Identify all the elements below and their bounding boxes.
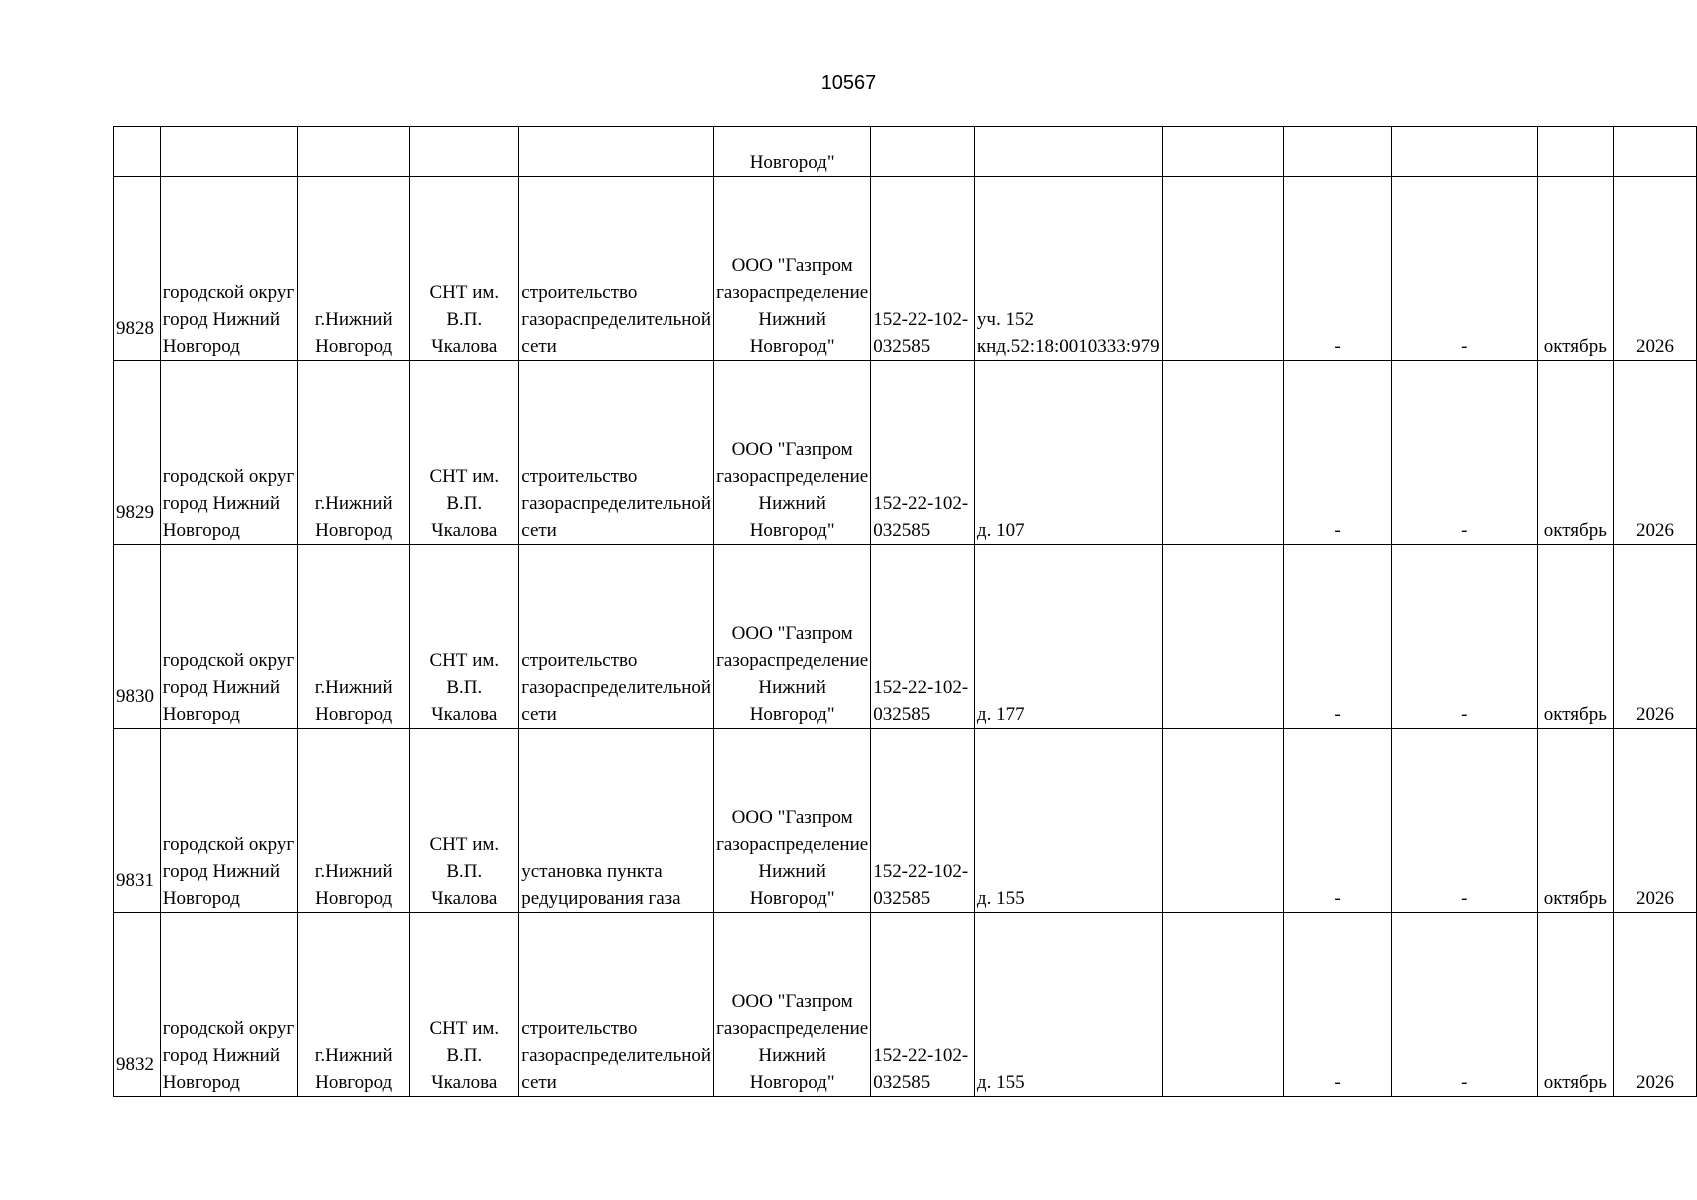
cell-month: октябрь: [1537, 361, 1614, 545]
cell-month: октябрь: [1537, 177, 1614, 361]
cell-work: строительство газораспределительной сети: [519, 361, 714, 545]
cell-number: 9830: [114, 545, 161, 729]
cell-empty: [1537, 127, 1614, 177]
cell-organization: Новгород": [714, 127, 871, 177]
cell-location: СНТ им. В.П. Чкалова: [410, 361, 519, 545]
cell-locality: г.Нижний Новгород: [297, 361, 409, 545]
cell-code: 152-22-102-032585: [871, 913, 975, 1097]
cell-empty: [1614, 127, 1697, 177]
cell-organization: ООО "Газпром газораспределение Нижний Новгород": [714, 913, 871, 1097]
cell-district: городской округ город Нижний Новгород: [160, 913, 297, 1097]
continuation-row: [114, 127, 1697, 177]
cell-district: городской округ город Нижний Новгород: [160, 729, 297, 913]
cell-plot: уч. 152 кнд.52:18:0010333:979: [974, 177, 1162, 361]
cell-locality: г.Нижний Новгород: [297, 913, 409, 1097]
table-row: [114, 177, 1697, 361]
cell-organization: ООО "Газпром газораспределение Нижний Новгород": [714, 361, 871, 545]
cell-col9: [1162, 361, 1284, 545]
cell-number: 9832: [114, 913, 161, 1097]
cell-month: октябрь: [1537, 545, 1614, 729]
cell-col11: -: [1391, 177, 1537, 361]
cell-year: 2026: [1614, 361, 1697, 545]
cell-empty: [410, 127, 519, 177]
cell-empty: [1391, 127, 1537, 177]
cell-number: 9829: [114, 361, 161, 545]
cell-col10: -: [1284, 361, 1392, 545]
cell-empty: [114, 127, 161, 177]
cell-plot: д. 155: [974, 729, 1162, 913]
cell-col11: -: [1391, 729, 1537, 913]
cell-col11: -: [1391, 361, 1537, 545]
cell-col9: [1162, 545, 1284, 729]
cell-col10: -: [1284, 177, 1392, 361]
cell-location: СНТ им. В.П. Чкалова: [410, 545, 519, 729]
cell-number: 9831: [114, 729, 161, 913]
cell-code: 152-22-102-032585: [871, 177, 975, 361]
table-row: [114, 361, 1697, 545]
cell-district: городской округ город Нижний Новгород: [160, 177, 297, 361]
cell-empty: [1162, 127, 1284, 177]
cell-locality: г.Нижний Новгород: [297, 545, 409, 729]
cell-col10: -: [1284, 913, 1392, 1097]
table-row: [114, 545, 1697, 729]
cell-work: строительство газораспределительной сети: [519, 913, 714, 1097]
cell-locality: г.Нижний Новгород: [297, 177, 409, 361]
cell-number: 9828: [114, 177, 161, 361]
cell-code: 152-22-102-032585: [871, 729, 975, 913]
page-number: 10567: [820, 72, 877, 94]
cell-location: СНТ им. В.П. Чкалова: [410, 177, 519, 361]
cell-col9: [1162, 729, 1284, 913]
cell-year: 2026: [1614, 729, 1697, 913]
cell-location: СНТ им. В.П. Чкалова: [410, 729, 519, 913]
cell-empty: [1284, 127, 1392, 177]
cell-empty: [297, 127, 409, 177]
table-row: [114, 729, 1697, 913]
cell-col11: -: [1391, 913, 1537, 1097]
cell-district: городской округ город Нижний Новгород: [160, 361, 297, 545]
cell-plot: д. 155: [974, 913, 1162, 1097]
cell-empty: [519, 127, 714, 177]
cell-empty: [974, 127, 1162, 177]
cell-organization: ООО "Газпром газораспределение Нижний Новгород": [714, 545, 871, 729]
cell-work: строительство газораспределительной сети: [519, 545, 714, 729]
cell-location: СНТ им. В.П. Чкалова: [410, 913, 519, 1097]
registry-table: [113, 126, 1697, 1097]
cell-work: установка пункта редуцирования газа: [519, 729, 714, 913]
cell-empty: [160, 127, 297, 177]
table-row: [114, 913, 1697, 1097]
cell-empty: [871, 127, 975, 177]
cell-plot: д. 177: [974, 545, 1162, 729]
cell-plot: д. 107: [974, 361, 1162, 545]
cell-col11: -: [1391, 545, 1537, 729]
cell-col9: [1162, 913, 1284, 1097]
cell-organization: ООО "Газпром газораспределение Нижний Новгород": [714, 729, 871, 913]
cell-year: 2026: [1614, 177, 1697, 361]
cell-district: городской округ город Нижний Новгород: [160, 545, 297, 729]
cell-month: октябрь: [1537, 729, 1614, 913]
cell-locality: г.Нижний Новгород: [297, 729, 409, 913]
cell-col10: -: [1284, 545, 1392, 729]
cell-col10: -: [1284, 729, 1392, 913]
cell-organization: ООО "Газпром газораспределение Нижний Новгород": [714, 177, 871, 361]
cell-col9: [1162, 177, 1284, 361]
cell-work: строительство газораспределительной сети: [519, 177, 714, 361]
cell-code: 152-22-102-032585: [871, 545, 975, 729]
cell-year: 2026: [1614, 913, 1697, 1097]
cell-code: 152-22-102-032585: [871, 361, 975, 545]
cell-month: октябрь: [1537, 913, 1614, 1097]
cell-year: 2026: [1614, 545, 1697, 729]
